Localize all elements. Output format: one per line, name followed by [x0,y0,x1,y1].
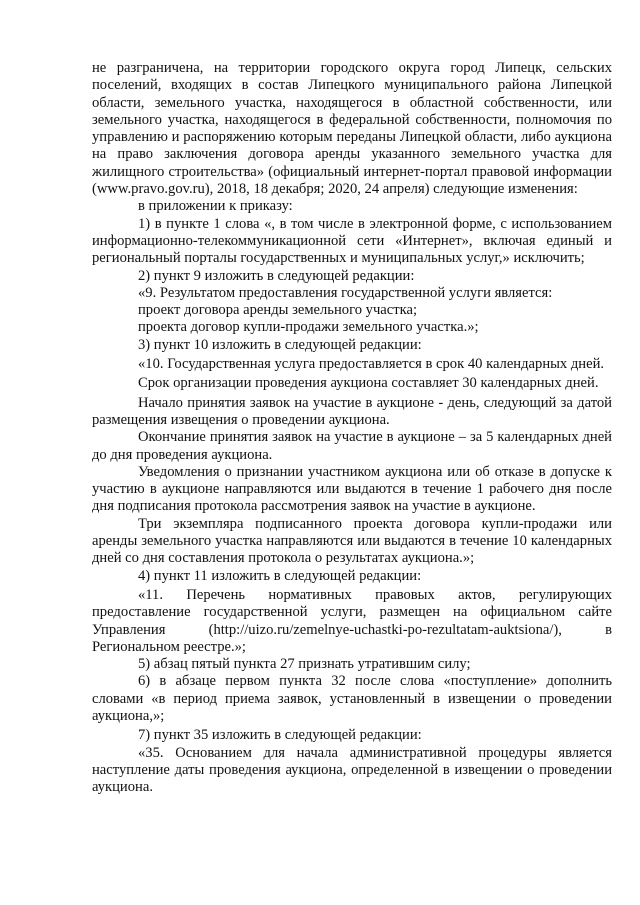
paragraph-item-4: 4) пункт 11 изложить в следующей редакции: [138,567,422,584]
paragraph-item-1: 1) в пункте 1 слова «, в том числе в электронной форме, с использованием информационно-телекоммуникационной сети «Интернет», включая единый и региональный порталы государственных и муниципальных услуг,» исключить; [92,215,612,267]
paragraph-auction-term: Срок организации проведения аукциона составляет 30 календарных дней. [138,375,599,392]
paragraph-item-5: 5) абзац пятый пункта 27 признать утратившим силу; [138,656,471,673]
paragraph-applications-end: Окончание принятия заявок на участие в аукционе – за 5 календарных дней до дня проведения аукциона. [92,429,612,463]
paragraph-clause-9: «9. Результатом предоставления государственной услуги является: [138,284,553,301]
paragraph-appendix-intro: в приложении к приказу: [138,198,293,215]
paragraph-clause-9-sale: проекта договор купли-продажи земельного участка.»; [138,319,479,336]
paragraph-item-3: 3) пункт 10 изложить в следующей редакции: [138,336,422,353]
paragraph-applications-start: Начало принятия заявок на участие в аукционе - день, следующий за датой размещения извещения о проведении аукциона. [92,394,612,428]
paragraph-intro-continuation: не разграничена, на территории городского округа город Липецк, сельских поселений, входящих в состав Липецкого муниципального района Липецкой области, земельного участка, находящегося в областной собственности, или земельного участка, находящегося в федеральной собственности, полномочия по управлению и распоряжению которым переданы Липецкой области, либо аукциона на право заключения договора аренды указанного земельного участка для жилищного строительства» (официальный интернет-портал правовой информации (www.pravo.gov.ru), 2018, 18 декабря; 2020, 24 апреля) следующие изменения: [92,60,612,198]
paragraph-clause-9-lease: проект договора аренды земельного участка; [138,302,418,319]
paragraph-clause-10: «10. Государственная услуга предоставляется в срок 40 календарных дней. [138,356,605,373]
paragraph-item-7: 7) пункт 35 изложить в следующей редакции: [138,727,422,744]
paragraph-clause-11: «11. Перечень нормативных правовых актов, регулирующих предоставление государственной услуги, размещен на официальном сайте Управления (http://uizo.ru/zemelnye-uchastki-po-rezultatam-auktsiona/), в Региональном реестре.»; [92,586,612,655]
paragraph-item-2: 2) пункт 9 изложить в следующей редакции: [138,267,415,284]
document-page [92,60,612,796]
paragraph-contract-copies: Три экземпляра подписанного проекта договора купли-продажи или аренды земельного участка направляются или выдаются в течение 10 календарных дней со дня составления протокола о результатах аукциона.»; [92,515,612,567]
paragraph-clause-35: «35. Основанием для начала административной процедуры является наступление даты проведения аукциона, определенной в извещении о проведении аукциона. [92,744,612,796]
paragraph-notifications: Уведомления о признании участником аукциона или об отказе в допуске к участию в аукционе направляются или выдаются в течение 1 рабочего дня после дня подписания протокола рассмотрения заявок на участие в аукционе. [92,463,612,515]
paragraph-item-6: 6) в абзаце первом пункта 32 после слова «поступление» дополнить словами «в период приема заявок, установленный в извещении о проведении аукциона,»; [92,673,612,724]
